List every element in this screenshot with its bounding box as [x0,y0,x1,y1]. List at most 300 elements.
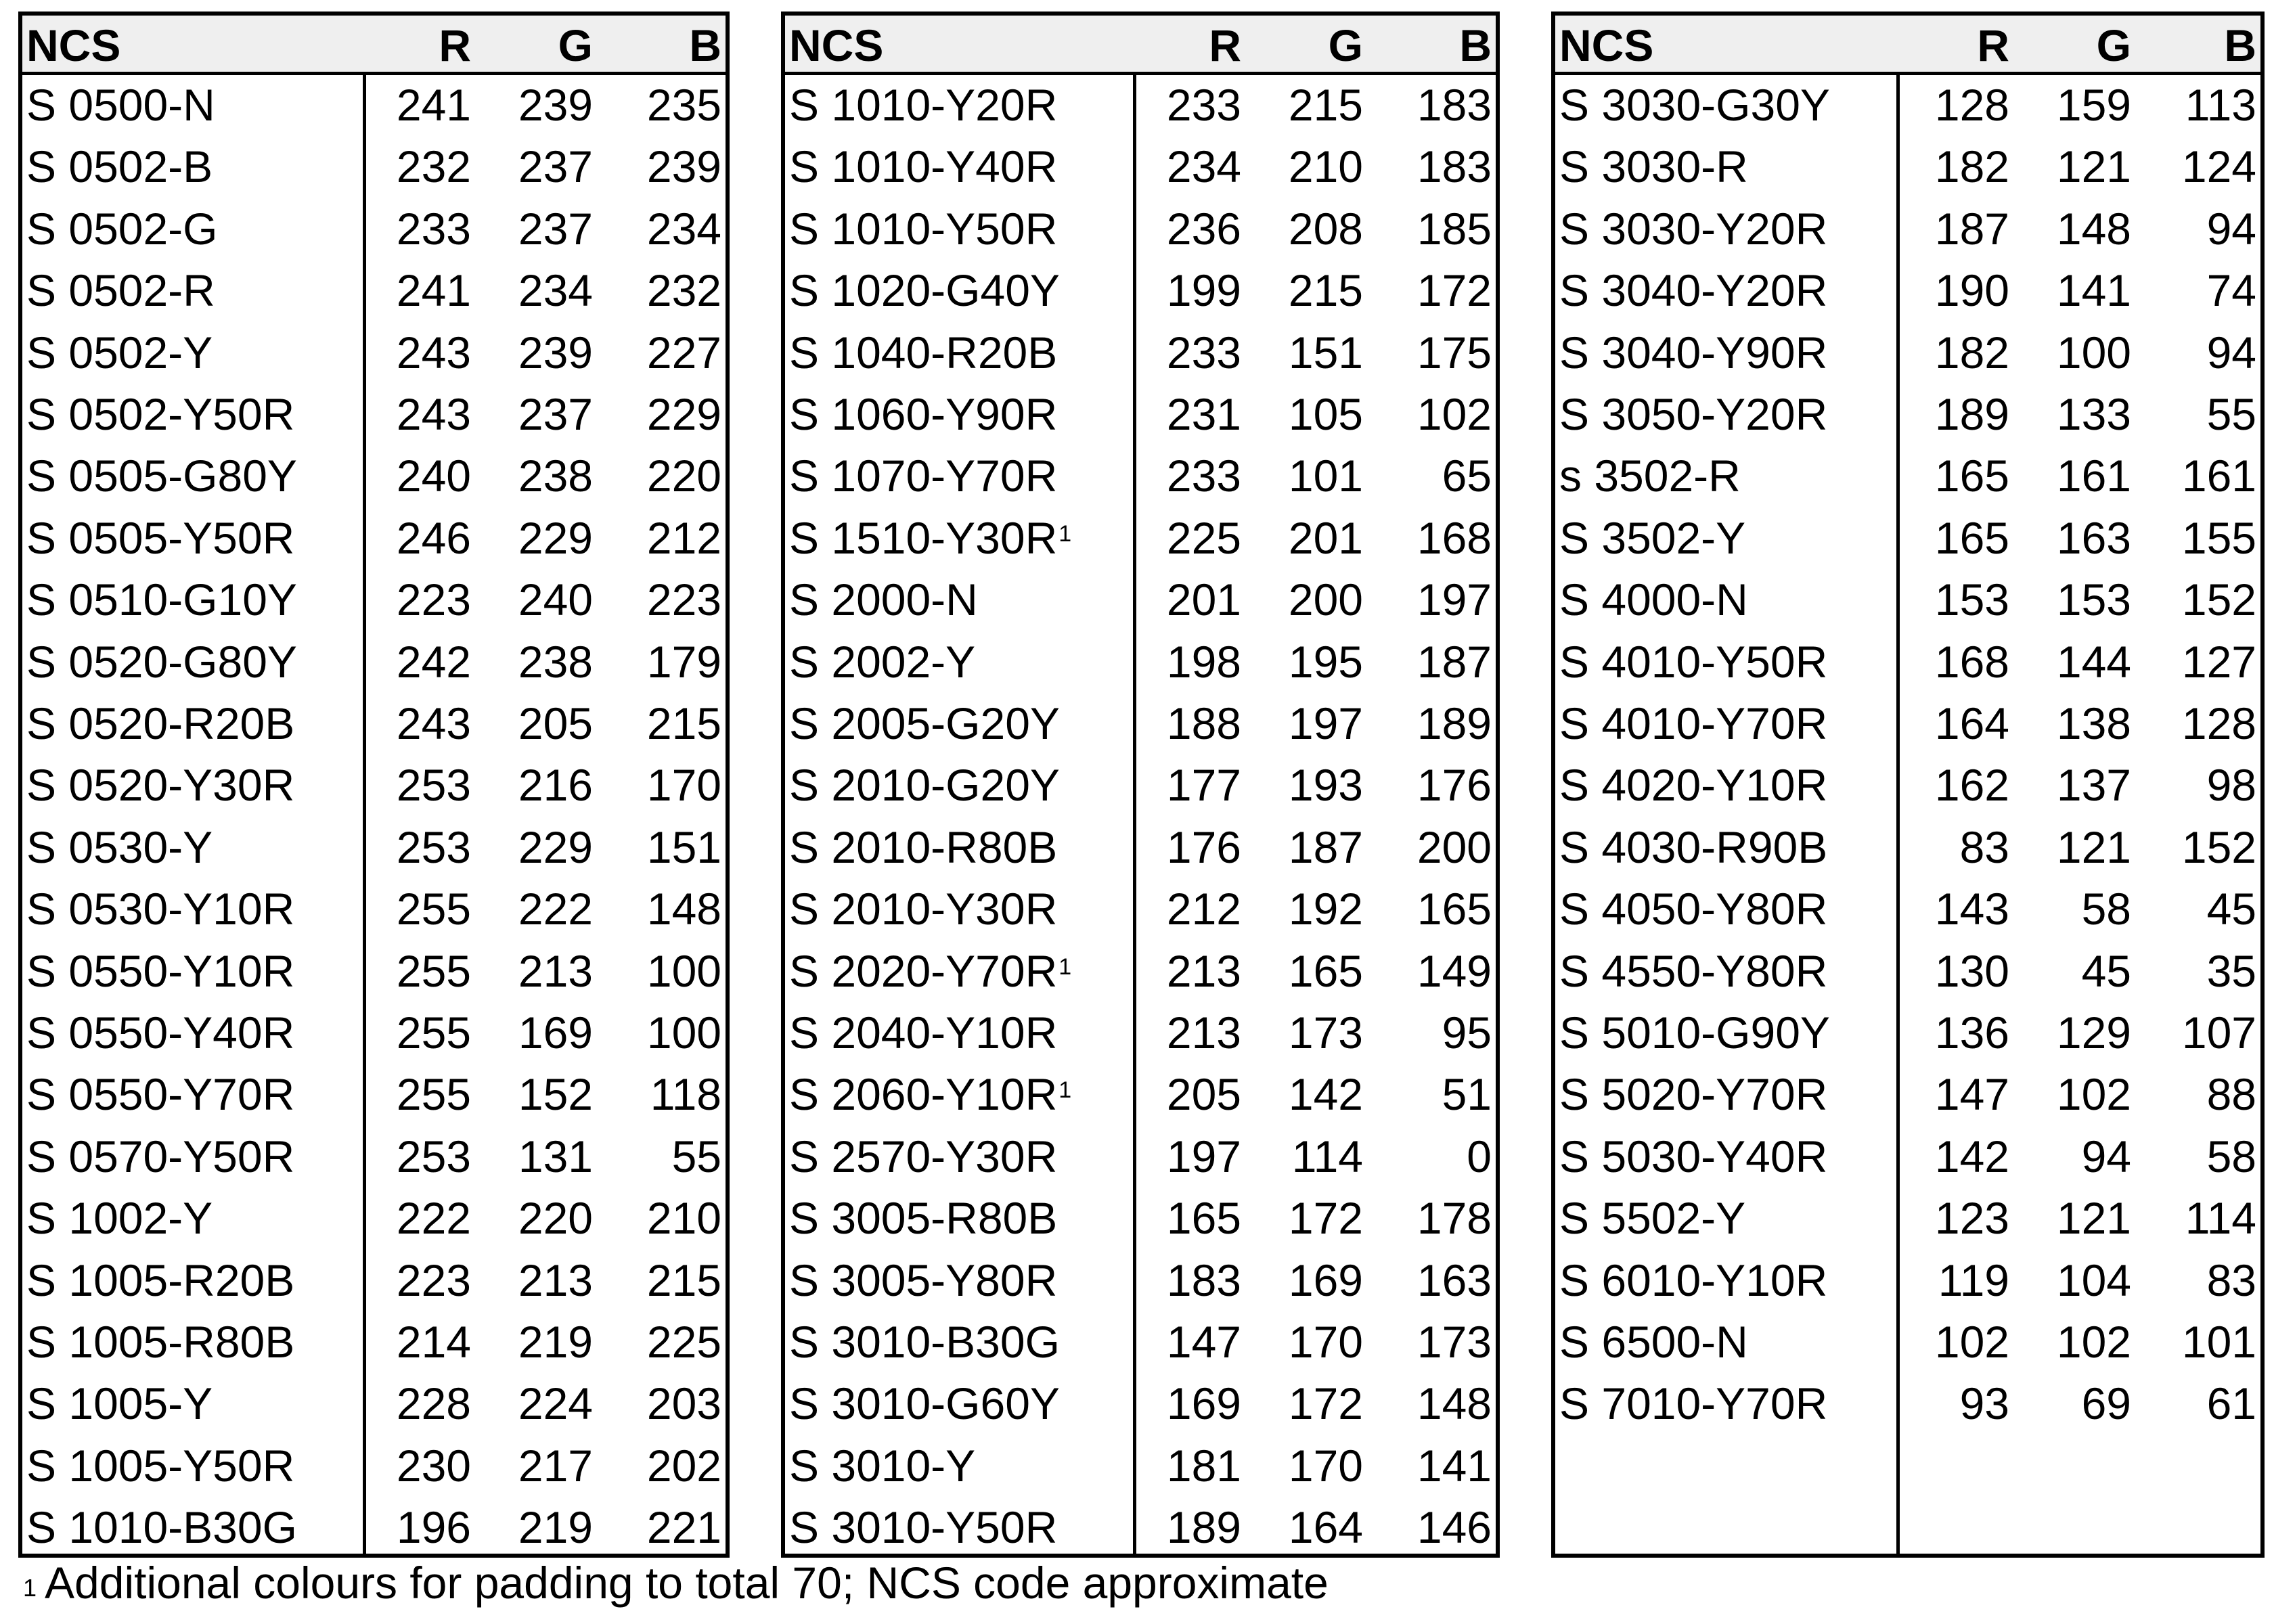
ncs-code: s 3502-R [1559,451,1741,501]
ncs-code: S 0520-R20B [26,698,295,748]
cell-g: 144 [2056,636,2131,687]
cell-ncs [789,1064,1071,1125]
cell-r: 182 [1934,327,2009,378]
table-row [1555,1064,2260,1125]
cell-ncs [26,1002,294,1064]
cell-ncs [1559,941,1827,1002]
table-row [785,1064,1496,1125]
cell-b: 215 [646,698,721,748]
cell-g: 220 [518,1193,593,1244]
cell-b: 176 [1417,760,1492,811]
cell-b: 234 [646,203,721,254]
cell-g: 215 [1288,265,1363,316]
cell-g: 239 [518,327,593,378]
cell-r: 165 [1934,451,2009,501]
ncs-code: S 1510-Y30R [789,512,1058,563]
cell-g: 238 [518,451,593,501]
cell-g: 239 [518,80,593,130]
ncs-code: S 2010-Y30R [789,884,1058,934]
footnote-mark: 1 [23,1574,37,1602]
cell-ncs [26,198,218,260]
cell-g: 229 [518,821,593,872]
table-header [1555,16,2260,75]
cell-g: 148 [2056,203,2131,254]
ncs-code: S 1060-Y90R [789,389,1058,439]
cell-ncs [789,693,1060,754]
cell-b: 227 [646,327,721,378]
cell-b: 148 [646,884,721,934]
cell-ncs [789,384,1057,445]
ncs-code: S 1005-Y50R [26,1440,295,1491]
cell-g: 172 [1288,1378,1363,1429]
cell-ncs [26,1435,294,1497]
table-row [1555,198,2260,260]
cell-ncs [26,1064,294,1125]
cell-b: 210 [646,1193,721,1244]
cell-ncs [789,198,1057,260]
table-row [1555,1126,2260,1188]
cell-r: 213 [1166,945,1241,996]
cell-r: 168 [1934,636,2009,687]
cell-ncs [26,384,294,445]
cell-g: 102 [2056,1317,2131,1367]
cell-g: 165 [1288,945,1363,996]
cell-b: 179 [646,636,721,687]
cell-r: 128 [1934,80,2009,130]
cell-r: 199 [1166,265,1241,316]
header-b: B [689,20,721,70]
cell-g: 205 [518,698,593,748]
cell-b: 58 [2206,1131,2256,1181]
table-row [22,1250,726,1311]
cell-b: 187 [1417,636,1492,687]
cell-ncs [26,754,294,816]
ncs-code: S 2570-Y30R [789,1131,1058,1181]
footnote-reference: 1 [1058,953,1072,980]
ncs-code: S 0550-Y40R [26,1008,295,1058]
cell-ncs [26,136,213,198]
table-row [785,941,1496,1002]
cell-b: 170 [646,760,721,811]
cell-b: 152 [2181,821,2256,872]
cell-b: 239 [646,141,721,192]
cell-b: 155 [2181,512,2256,563]
cell-b: 215 [646,1255,721,1305]
table-row [22,136,726,198]
ncs-code: S 5030-Y40R [1559,1131,1828,1181]
cell-ncs [26,322,213,384]
table-row [22,322,726,384]
ncs-code: S 0510-G10Y [26,574,297,625]
ncs-code: S 0530-Y [26,821,213,872]
cell-r: 136 [1934,1008,2009,1058]
cell-g: 234 [518,265,593,316]
cell-g: 192 [1288,884,1363,934]
cell-ncs [789,878,1057,940]
ncs-code: S 4010-Y50R [1559,636,1828,687]
table-row [785,878,1496,940]
cell-b: 151 [646,821,721,872]
cell-ncs [789,1311,1060,1373]
header-ncs: NCS [26,20,121,70]
cell-b: 94 [2206,203,2256,254]
cell-ncs [789,508,1071,569]
header-g: G [1328,20,1363,70]
cell-ncs [26,569,297,631]
ncs-code: S 0520-Y30R [26,760,295,811]
cell-g: 100 [2056,327,2131,378]
cell-b: 146 [1417,1502,1492,1553]
ncs-code: S 6010-Y10R [1559,1255,1828,1305]
cell-b: 223 [646,574,721,625]
ncs-code: S 6500-N [1559,1317,1748,1367]
cell-b: 74 [2206,265,2256,316]
table-row [785,445,1496,507]
cell-g: 238 [518,636,593,687]
table-row [785,384,1496,445]
cell-r: 214 [396,1317,471,1367]
cell-b: 173 [1417,1317,1492,1367]
cell-b: 189 [1417,698,1492,748]
cell-g: 101 [1288,451,1363,501]
cell-ncs [1559,1250,1827,1311]
table-row [1555,508,2260,569]
cell-b: 0 [1467,1131,1492,1181]
cell-r: 241 [396,265,471,316]
cell-ncs [1559,136,1748,198]
ncs-code: S 0505-G80Y [26,451,297,501]
header-b: B [2224,20,2256,70]
cell-r: 225 [1166,512,1241,563]
cell-g: 210 [1288,141,1363,192]
ncs-code: S 0502-G [26,203,218,254]
cell-r: 169 [1166,1378,1241,1429]
cell-b: 100 [646,1008,721,1058]
table-row [785,1497,1496,1558]
cell-g: 69 [2081,1378,2131,1429]
cell-b: 83 [2206,1255,2256,1305]
ncs-code: S 3010-B30G [789,1317,1060,1367]
cell-ncs [26,74,215,136]
cell-ncs [1559,384,1827,445]
header-g: G [2096,20,2131,70]
cell-b: 65 [1442,451,1492,501]
cell-b: 148 [1417,1378,1492,1429]
table-row [1555,74,2260,136]
ncs-code: S 3040-Y20R [1559,265,1828,316]
cell-g: 200 [1288,574,1363,625]
cell-g: 219 [518,1317,593,1367]
table-row [785,508,1496,569]
cell-g: 229 [518,512,593,563]
ncs-code: S 0550-Y10R [26,945,295,996]
table-row [22,1126,726,1188]
cell-r: 233 [396,203,471,254]
cell-ncs [1559,817,1827,878]
ncs-code: S 5010-G90Y [1559,1008,1830,1058]
cell-b: 88 [2206,1069,2256,1120]
ncs-code: S 3502-Y [1559,512,1746,563]
cell-r: 231 [1166,389,1241,439]
cell-ncs [26,1250,294,1311]
cell-ncs [26,878,294,940]
cell-g: 153 [2056,574,2131,625]
cell-b: 163 [1417,1255,1492,1305]
cell-ncs [1559,322,1827,384]
cell-b: 141 [1417,1440,1492,1491]
header-ncs: NCS [1559,20,1654,70]
cell-g: 58 [2081,884,2131,934]
table-row [22,1002,726,1064]
cell-r: 130 [1934,945,2009,996]
cell-b: 35 [2206,945,2256,996]
cell-g: 137 [2056,760,2131,811]
cell-ncs [1559,508,1745,569]
cell-r: 165 [1934,512,2009,563]
table-row [1555,1373,2260,1435]
cell-r: 181 [1166,1440,1241,1491]
cell-ncs [26,508,294,569]
table-row [22,508,726,569]
ncs-code: S 1005-R80B [26,1317,295,1367]
cell-b: 221 [646,1502,721,1553]
cell-r: 189 [1934,389,2009,439]
ncs-code: S 2002-Y [789,636,976,687]
cell-g: 133 [2056,389,2131,439]
table-row [1555,260,2260,321]
cell-g: 219 [518,1502,593,1553]
table-row [785,569,1496,631]
ncs-code: S 7010-Y70R [1559,1378,1828,1429]
cell-r: 223 [396,1255,471,1305]
cell-g: 121 [2056,141,2131,192]
cell-g: 193 [1288,760,1363,811]
cell-g: 94 [2081,1131,2131,1181]
cell-g: 170 [1288,1317,1363,1367]
cell-ncs [26,1373,213,1435]
cell-ncs [26,631,297,693]
table-row [22,1064,726,1125]
cell-b: 45 [2206,884,2256,934]
table-row [22,74,726,136]
cell-g: 138 [2056,698,2131,748]
cell-g: 237 [518,389,593,439]
ncs-code: S 4010-Y70R [1559,698,1828,748]
cell-ncs [789,1435,975,1497]
cell-g: 201 [1288,512,1363,563]
cell-r: 153 [1934,574,2009,625]
cell-g: 131 [518,1131,593,1181]
ncs-table-2 [781,12,1500,1558]
cell-g: 197 [1288,698,1363,748]
ncs-code: S 0502-Y50R [26,389,295,439]
cell-b: 197 [1417,574,1492,625]
table-row [1555,569,2260,631]
cell-b: 128 [2181,698,2256,748]
ncs-code: S 0520-G80Y [26,636,297,687]
ncs-code: S 2010-G20Y [789,760,1060,811]
cell-b: 113 [2185,80,2256,130]
ncs-code: S 3010-Y50R [789,1502,1058,1553]
cell-ncs [789,1497,1057,1558]
cell-g: 151 [1288,327,1363,378]
table-row [785,322,1496,384]
table-row [1555,1250,2260,1311]
footnote-reference: 1 [1058,520,1072,547]
ncs-code: S 1005-R20B [26,1255,295,1305]
cell-ncs [26,1188,213,1249]
footnote-text: Additional colours for padding to total 70; NCS code approximate [45,1558,1329,1608]
header-b: B [1459,20,1492,70]
table-row [785,136,1496,198]
cell-b: 172 [1417,265,1492,316]
ncs-code: S 3040-Y90R [1559,327,1828,378]
table-row [1555,1002,2260,1064]
table-row [1555,445,2260,507]
cell-r: 83 [1959,821,2009,872]
cell-g: 173 [1288,1008,1363,1058]
cell-r: 243 [396,389,471,439]
ncs-code: S 1010-B30G [26,1502,297,1553]
table-row [785,74,1496,136]
cell-b: 212 [646,512,721,563]
ncs-code: S 1010-Y40R [789,141,1058,192]
table-row [785,1373,1496,1435]
cell-r: 253 [396,760,471,811]
cell-ncs [789,74,1057,136]
ncs-code: S 1005-Y [26,1378,213,1429]
cell-g: 141 [2056,265,2131,316]
table-row [785,1188,1496,1249]
cell-r: 165 [1166,1193,1241,1244]
cell-r: 162 [1934,760,2009,811]
cell-ncs [789,569,978,631]
cell-ncs [1559,445,1741,507]
cell-b: 220 [646,451,721,501]
ncs-code: S 3010-Y [789,1440,976,1491]
table-row [22,754,726,816]
ncs-code: S 4020-Y10R [1559,760,1828,811]
cell-g: 142 [1288,1069,1363,1120]
ncs-code: S 3005-R80B [789,1193,1058,1244]
cell-ncs [789,136,1057,198]
cell-b: 168 [1417,512,1492,563]
cell-g: 208 [1288,203,1363,254]
cell-ncs [1559,198,1827,260]
cell-r: 183 [1166,1255,1241,1305]
table-row [22,384,726,445]
table-row [1555,631,2260,693]
ncs-code: S 3030-Y20R [1559,203,1828,254]
cell-g: 217 [518,1440,593,1491]
table-row [1555,322,2260,384]
table-row [785,693,1496,754]
ncs-code: S 2060-Y10R [789,1069,1058,1120]
cell-b: 127 [2181,636,2256,687]
cell-r: 243 [396,698,471,748]
cell-r: 190 [1934,265,2009,316]
ncs-code: S 1010-Y20R [789,80,1058,130]
table-row [22,941,726,1002]
cell-b: 152 [2181,574,2256,625]
table-row [22,260,726,321]
header-r: R [439,20,471,70]
cell-r: 119 [1938,1255,2009,1305]
cell-b: 232 [646,265,721,316]
ncs-code: S 4000-N [1559,574,1748,625]
cell-b: 203 [646,1378,721,1429]
cell-ncs [26,817,213,878]
ncs-code: S 3050-Y20R [1559,389,1828,439]
cell-ncs [789,445,1057,507]
cell-g: 152 [518,1069,593,1120]
cell-b: 175 [1417,327,1492,378]
cell-ncs [26,693,294,754]
table-row [1555,941,2260,1002]
table-row [22,1188,726,1249]
cell-r: 243 [396,327,471,378]
cell-b: 183 [1417,141,1492,192]
cell-r: 188 [1166,698,1241,748]
cell-b: 185 [1417,203,1492,254]
ncs-code: S 3030-G30Y [1559,80,1830,130]
cell-ncs [1559,1126,1827,1188]
cell-ncs [1559,1311,1748,1373]
cell-g: 102 [2056,1069,2131,1120]
table-row [22,693,726,754]
table-row [785,1250,1496,1311]
cell-r: 234 [1166,141,1241,192]
cell-b: 94 [2206,327,2256,378]
cell-ncs [789,1188,1057,1249]
cell-g: 237 [518,141,593,192]
ncs-code: S 0502-R [26,265,215,316]
cell-g: 216 [518,760,593,811]
cell-g: 240 [518,574,593,625]
cell-r: 233 [1166,451,1241,501]
ncs-code: S 0500-N [26,80,215,130]
ncs-code: S 3030-R [1559,141,1748,192]
table-row [1555,1311,2260,1373]
table-row [1555,384,2260,445]
cell-b: 149 [1417,945,1492,996]
table-row [22,1311,726,1373]
cell-b: 55 [671,1131,721,1181]
cell-g: 121 [2056,1193,2131,1244]
cell-g: 163 [2056,512,2131,563]
ncs-code: S 2005-G20Y [789,698,1060,748]
table-row [22,445,726,507]
ncs-code: S 3010-G60Y [789,1378,1060,1429]
table-row [22,878,726,940]
cell-ncs [1559,693,1827,754]
cell-r: 212 [1166,884,1241,934]
table-row [22,631,726,693]
cell-r: 102 [1934,1317,2009,1367]
cell-r: 223 [396,574,471,625]
cell-b: 202 [646,1440,721,1491]
table-row [1555,817,2260,878]
cell-b: 61 [2206,1378,2256,1429]
cell-r: 123 [1934,1193,2009,1244]
table-row [785,631,1496,693]
ncs-table-1 [18,12,730,1558]
cell-ncs [1559,1373,1827,1435]
ncs-code: S 4550-Y80R [1559,945,1828,996]
cell-b: 55 [2206,389,2256,439]
footnote [23,1553,1329,1612]
table-row [22,1435,726,1497]
